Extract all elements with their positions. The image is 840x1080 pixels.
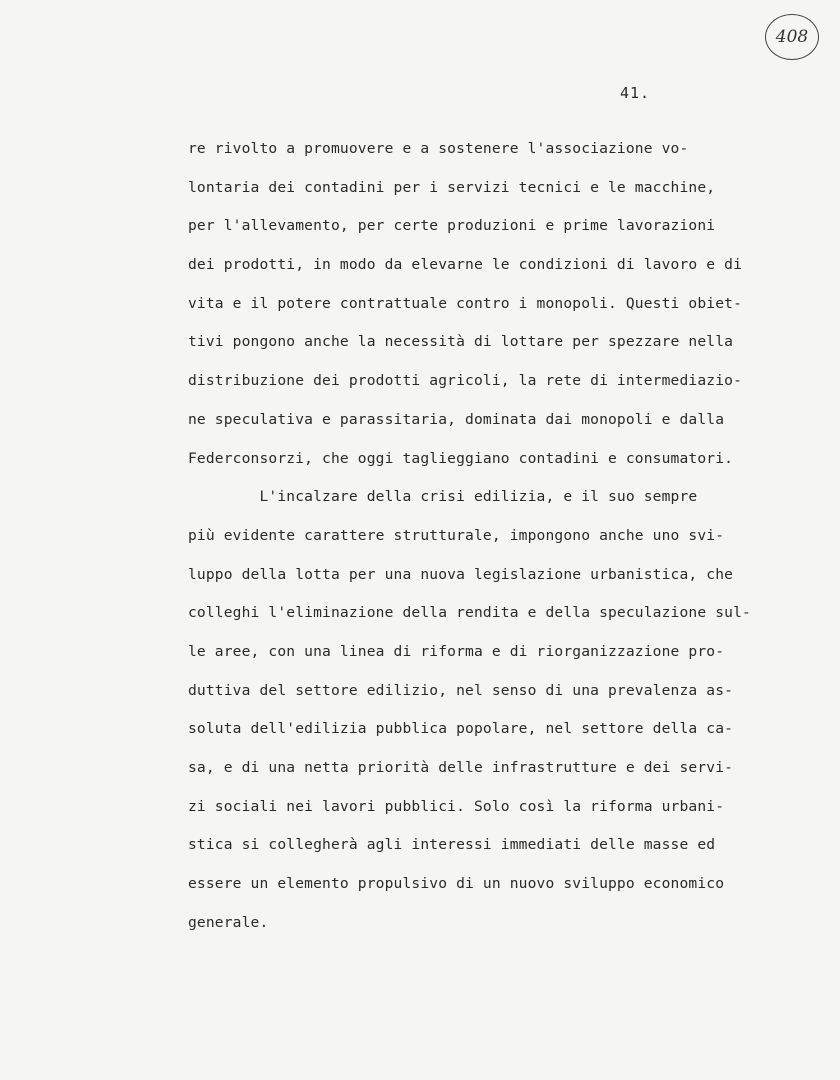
text-line: tivi pongono anche la necessità di lottare per spezzare nella (188, 333, 734, 351)
archive-stamp-handwritten (765, 14, 819, 60)
text-line: zi sociali nei lavori pubblici. Solo così la riforma urbani- (188, 797, 725, 815)
text-line: vita e il potere contrattuale contro i monopoli. Questi obiet- (188, 294, 743, 312)
text-line: re rivolto a promuovere e a sostenere l'associazione vo- (188, 140, 689, 157)
text-line: L'incalzare della crisi edilizia, e il suo sempre (188, 488, 698, 506)
text-line: dei prodotti, in modo da elevarne le condizioni di lavoro e di (188, 256, 743, 274)
text-line: luppo della lotta per una nuova legislazione urbanistica, che (188, 565, 734, 583)
text-line: duttiva del settore edilizio, nel senso di una prevalenza as- (188, 681, 734, 699)
text-line: ne speculativa e parassitaria, dominata dai monopoli e dalla (188, 410, 725, 428)
text-line: essere un elemento propulsivo di un nuovo sviluppo economico (188, 875, 725, 893)
text-line: Federconsorzi, che oggi taglieggiano contadini e consumatori. (188, 449, 734, 467)
archive-stamp-number: 408 (775, 27, 809, 47)
text-line: stica si collegherà agli interessi immediati delle masse ed (188, 836, 716, 854)
text-line: lontaria dei contadini per i servizi tecnici e le macchine, (188, 178, 716, 196)
text-line: sa, e di una netta priorità delle infrastrutture e dei servi- (188, 759, 734, 776)
body-text (188, 130, 828, 942)
text-line: per l'allevamento, per certe produzioni e prime lavorazioni (188, 217, 716, 235)
page-number: 41. (620, 84, 651, 102)
text-line: più evidente carattere strutturale, impongono anche uno svi- (188, 526, 725, 544)
text-line: soluta dell'edilizia pubblica popolare, nel settore della ca- (188, 720, 734, 738)
text-line: le aree, con una linea di riforma e di riorganizzazione pro- (188, 642, 725, 660)
text-line: colleghi l'eliminazione della rendita e della speculazione sul- (188, 604, 751, 622)
text-line: generale. (188, 913, 269, 931)
text-line: distribuzione dei prodotti agricoli, la rete di intermediazio- (188, 372, 743, 390)
